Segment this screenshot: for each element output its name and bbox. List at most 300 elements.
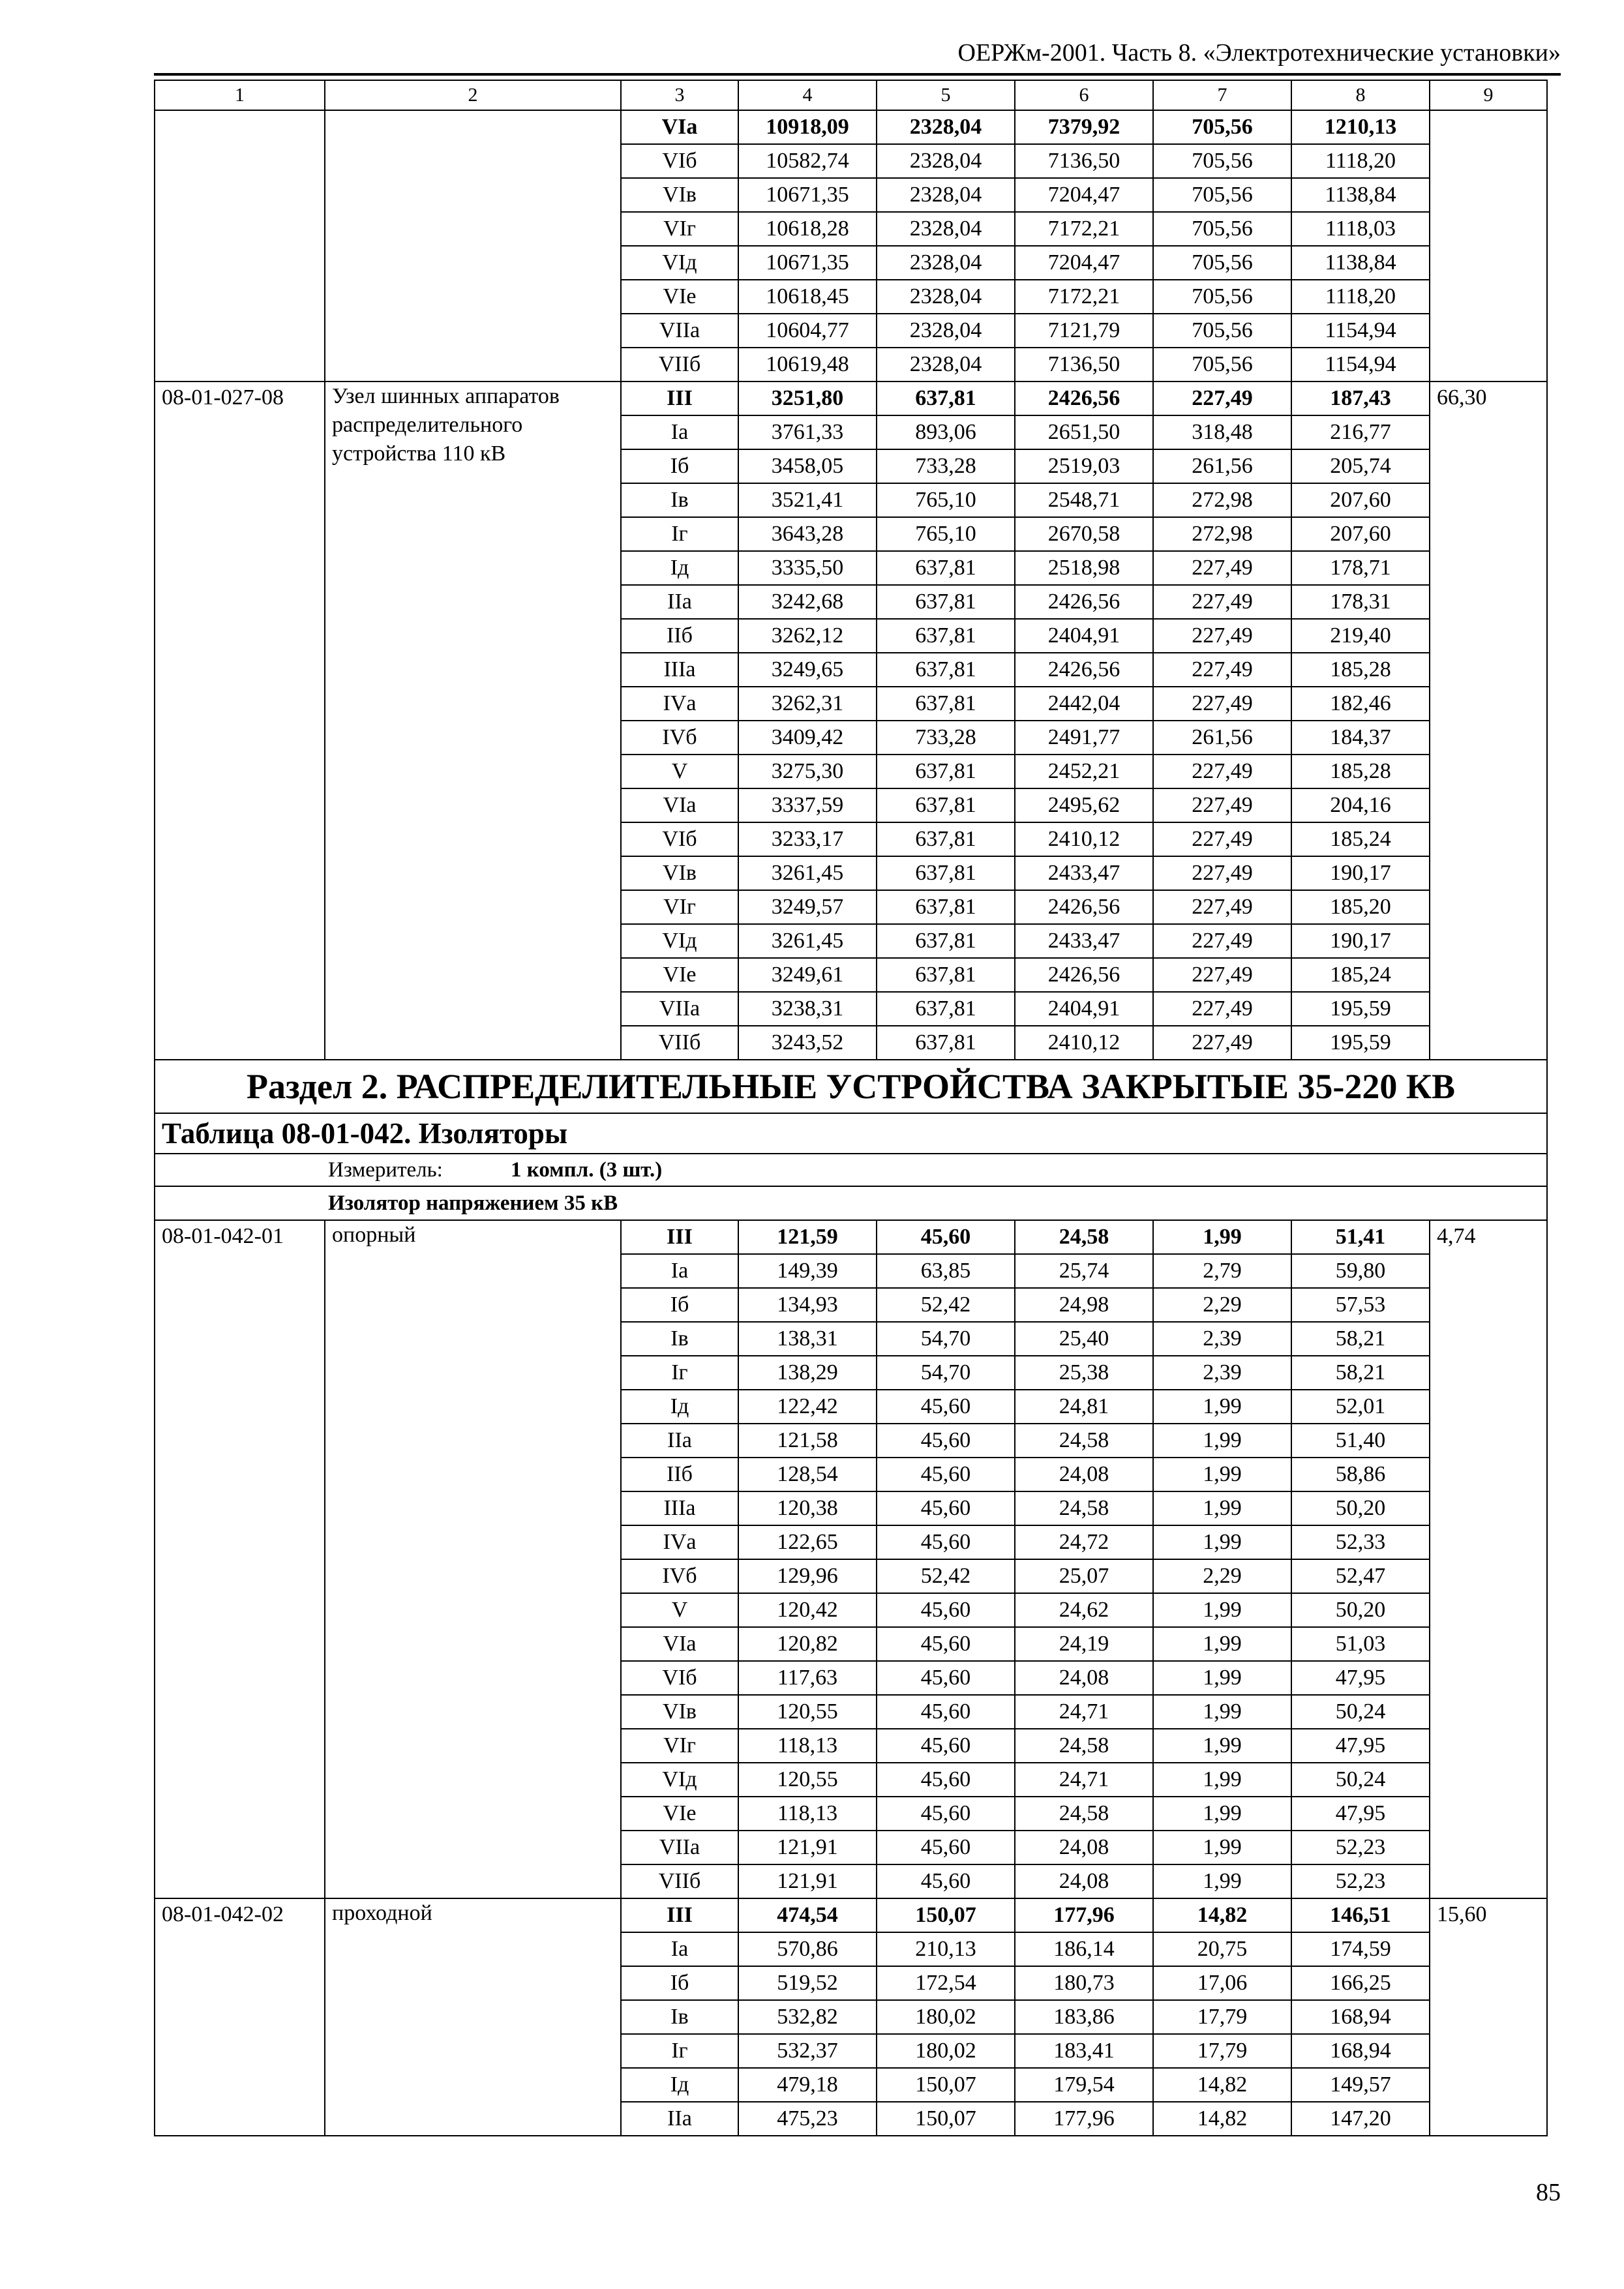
value-cell: 2,29	[1153, 1559, 1291, 1593]
value-cell: 3238,31	[738, 992, 877, 1026]
value-cell: 51,03	[1291, 1627, 1430, 1661]
value-cell: 195,59	[1291, 992, 1430, 1026]
value-cell: 50,20	[1291, 1491, 1430, 1525]
subgroup-row	[155, 1186, 1547, 1220]
zone-class-cell: VIIа	[621, 314, 738, 348]
value-cell: 1,99	[1153, 1458, 1291, 1491]
value-cell: 1,99	[1153, 1695, 1291, 1729]
value-cell: 45,60	[877, 1763, 1015, 1797]
value-cell: 2519,03	[1015, 449, 1153, 483]
value-cell: 24,98	[1015, 1288, 1153, 1322]
value-cell: 637,81	[877, 788, 1015, 822]
value-cell: 2426,56	[1015, 958, 1153, 992]
value-cell: 2442,04	[1015, 687, 1153, 721]
value-cell: 50,20	[1291, 1593, 1430, 1627]
zone-class-cell: VIIа	[621, 992, 738, 1026]
value-cell: 45,60	[877, 1424, 1015, 1458]
zone-class-cell: VIIб	[621, 1864, 738, 1898]
value-cell: 227,49	[1153, 755, 1291, 788]
value-cell: 2410,12	[1015, 1026, 1153, 1060]
value-cell: 24,58	[1015, 1729, 1153, 1763]
column-number: 3	[621, 80, 738, 110]
value-cell: 138,29	[738, 1356, 877, 1390]
value-cell: 180,73	[1015, 1966, 1153, 2000]
value-cell: 52,33	[1291, 1525, 1430, 1559]
value-cell: 54,70	[877, 1356, 1015, 1390]
value-cell: 45,60	[877, 1593, 1015, 1627]
column-number: 1	[155, 80, 325, 110]
zone-class-cell: Iв	[621, 483, 738, 517]
value-cell: 174,59	[1291, 1932, 1430, 1966]
value-cell: 3458,05	[738, 449, 877, 483]
value-cell: 2452,21	[1015, 755, 1153, 788]
value-cell: 54,70	[877, 1322, 1015, 1356]
value-cell: 24,08	[1015, 1831, 1153, 1864]
value-cell: 519,52	[738, 1966, 877, 2000]
zone-class-cell: IVб	[621, 721, 738, 755]
item-name: проходной	[325, 1898, 621, 2136]
value-cell: 180,02	[877, 2034, 1015, 2068]
value-cell: 120,55	[738, 1695, 877, 1729]
value-cell: 1118,20	[1291, 144, 1430, 178]
value-cell: 24,08	[1015, 1864, 1153, 1898]
value-cell: 2518,98	[1015, 551, 1153, 585]
value-cell: 1138,84	[1291, 178, 1430, 212]
value-cell: 1,99	[1153, 1831, 1291, 1864]
value-cell: 24,72	[1015, 1525, 1153, 1559]
value-cell: 637,81	[877, 687, 1015, 721]
measure-row	[155, 1154, 1547, 1186]
value-cell: 261,56	[1153, 449, 1291, 483]
value-cell: 185,28	[1291, 653, 1430, 687]
zone-class-cell: Iд	[621, 2068, 738, 2102]
zone-class-cell: VIв	[621, 178, 738, 212]
value-cell: 150,07	[877, 2102, 1015, 2136]
table-row	[155, 110, 1547, 144]
value-cell: 765,10	[877, 517, 1015, 551]
value-cell: 186,14	[1015, 1932, 1153, 1966]
value-cell: 122,42	[738, 1390, 877, 1424]
value-cell: 318,48	[1153, 415, 1291, 449]
value-cell: 1,99	[1153, 1797, 1291, 1831]
value-cell: 227,49	[1153, 788, 1291, 822]
zone-class-cell: Iа	[621, 1932, 738, 1966]
value-cell: 24,08	[1015, 1661, 1153, 1695]
value-cell: 45,60	[877, 1220, 1015, 1254]
value-cell: 51,41	[1291, 1220, 1430, 1254]
value-cell: 10619,48	[738, 348, 877, 382]
value-cell: 183,86	[1015, 2000, 1153, 2034]
value-cell: 47,95	[1291, 1729, 1430, 1763]
value-cell: 1154,94	[1291, 314, 1430, 348]
value-cell: 178,31	[1291, 585, 1430, 619]
value-cell: 24,58	[1015, 1220, 1153, 1254]
value-cell: 52,23	[1291, 1864, 1430, 1898]
item-code: 08-01-027-08	[155, 382, 325, 1060]
value-cell: 45,60	[877, 1695, 1015, 1729]
value-cell: 2495,62	[1015, 788, 1153, 822]
value-cell: 185,20	[1291, 890, 1430, 924]
value-cell: 227,49	[1153, 382, 1291, 415]
value-cell: 3262,12	[738, 619, 877, 653]
value-cell: 3761,33	[738, 415, 877, 449]
value-cell: 20,75	[1153, 1932, 1291, 1966]
labor-cost-cell: 4,74	[1430, 1220, 1547, 1898]
value-cell: 637,81	[877, 551, 1015, 585]
zone-class-cell: IVа	[621, 1525, 738, 1559]
value-cell: 227,49	[1153, 924, 1291, 958]
zone-class-cell: VIд	[621, 1763, 738, 1797]
value-cell: 1,99	[1153, 1424, 1291, 1458]
value-cell: 3275,30	[738, 755, 877, 788]
value-cell: 2328,04	[877, 246, 1015, 280]
section-row	[155, 1060, 1547, 1113]
value-cell: 2328,04	[877, 110, 1015, 144]
value-cell: 2,29	[1153, 1288, 1291, 1322]
zone-class-cell: VIа	[621, 1627, 738, 1661]
zone-class-cell: VIг	[621, 890, 738, 924]
value-cell: 227,49	[1153, 1026, 1291, 1060]
value-cell: 179,54	[1015, 2068, 1153, 2102]
value-cell: 705,56	[1153, 348, 1291, 382]
value-cell: 637,81	[877, 382, 1015, 415]
zone-class-cell: VIг	[621, 1729, 738, 1763]
value-cell: 190,17	[1291, 924, 1430, 958]
value-cell: 177,96	[1015, 1898, 1153, 1932]
value-cell: 128,54	[738, 1458, 877, 1491]
value-cell: 637,81	[877, 924, 1015, 958]
zone-class-cell: Iб	[621, 449, 738, 483]
value-cell: 733,28	[877, 721, 1015, 755]
value-cell: 705,56	[1153, 212, 1291, 246]
column-number: 2	[325, 80, 621, 110]
zone-class-cell: V	[621, 755, 738, 788]
value-cell: 2328,04	[877, 144, 1015, 178]
value-cell: 45,60	[877, 1831, 1015, 1864]
value-cell: 7172,21	[1015, 280, 1153, 314]
value-cell: 2426,56	[1015, 382, 1153, 415]
value-cell: 185,24	[1291, 822, 1430, 856]
value-cell: 2404,91	[1015, 619, 1153, 653]
value-cell: 25,38	[1015, 1356, 1153, 1390]
value-cell: 180,02	[877, 2000, 1015, 2034]
value-cell: 3335,50	[738, 551, 877, 585]
value-cell: 25,07	[1015, 1559, 1153, 1593]
value-cell: 2328,04	[877, 314, 1015, 348]
table-title: Таблица 08-01-042. Изоляторы	[155, 1113, 1547, 1154]
value-cell: 178,71	[1291, 551, 1430, 585]
labor-cost-cell: 15,60	[1430, 1898, 1547, 2136]
value-cell: 150,07	[877, 1898, 1015, 1932]
value-cell: 1,99	[1153, 1390, 1291, 1424]
value-cell: 2433,47	[1015, 924, 1153, 958]
value-cell: 121,58	[738, 1424, 877, 1458]
value-cell: 637,81	[877, 856, 1015, 890]
value-cell: 14,82	[1153, 2068, 1291, 2102]
value-cell: 7121,79	[1015, 314, 1153, 348]
zone-class-cell: VIв	[621, 1695, 738, 1729]
value-cell: 120,82	[738, 1627, 877, 1661]
value-cell: 2491,77	[1015, 721, 1153, 755]
item-code	[155, 110, 325, 382]
value-cell: 50,24	[1291, 1763, 1430, 1797]
value-cell: 219,40	[1291, 619, 1430, 653]
value-cell: 3249,65	[738, 653, 877, 687]
value-cell: 1,99	[1153, 1491, 1291, 1525]
value-cell: 1,99	[1153, 1763, 1291, 1797]
value-cell: 2548,71	[1015, 483, 1153, 517]
value-cell: 733,28	[877, 449, 1015, 483]
value-cell: 2410,12	[1015, 822, 1153, 856]
value-cell: 2404,91	[1015, 992, 1153, 1026]
value-cell: 637,81	[877, 755, 1015, 788]
value-cell: 3337,59	[738, 788, 877, 822]
value-cell: 207,60	[1291, 483, 1430, 517]
value-cell: 14,82	[1153, 2102, 1291, 2136]
subgroup-cell	[155, 1186, 1547, 1220]
value-cell: 227,49	[1153, 585, 1291, 619]
value-cell: 705,56	[1153, 246, 1291, 280]
value-cell: 17,79	[1153, 2034, 1291, 2068]
value-cell: 3261,45	[738, 924, 877, 958]
value-cell: 261,56	[1153, 721, 1291, 755]
value-cell: 190,17	[1291, 856, 1430, 890]
value-cell: 45,60	[877, 1661, 1015, 1695]
value-cell: 705,56	[1153, 314, 1291, 348]
value-cell: 121,91	[738, 1831, 877, 1864]
zone-class-cell: VIIа	[621, 1831, 738, 1864]
value-cell: 1,99	[1153, 1661, 1291, 1695]
column-number: 8	[1291, 80, 1430, 110]
value-cell: 474,54	[738, 1898, 877, 1932]
value-cell: 138,31	[738, 1322, 877, 1356]
value-cell: 7379,92	[1015, 110, 1153, 144]
value-cell: 25,40	[1015, 1322, 1153, 1356]
value-cell: 24,81	[1015, 1390, 1153, 1424]
value-cell: 134,93	[738, 1288, 877, 1322]
value-cell: 637,81	[877, 958, 1015, 992]
value-cell: 184,37	[1291, 721, 1430, 755]
value-cell: 7136,50	[1015, 348, 1153, 382]
value-cell: 45,60	[877, 1729, 1015, 1763]
value-cell: 227,49	[1153, 856, 1291, 890]
value-cell: 45,60	[877, 1491, 1015, 1525]
value-cell: 59,80	[1291, 1254, 1430, 1288]
zone-class-cell: IVб	[621, 1559, 738, 1593]
value-cell: 637,81	[877, 822, 1015, 856]
table-row	[155, 1220, 1547, 1254]
value-cell: 205,74	[1291, 449, 1430, 483]
value-cell: 1210,13	[1291, 110, 1430, 144]
subgroup-title: Изолятор напряжением 35 кВ	[328, 1191, 618, 1215]
value-cell: 47,95	[1291, 1661, 1430, 1695]
item-code: 08-01-042-02	[155, 1898, 325, 2136]
value-cell: 637,81	[877, 890, 1015, 924]
value-cell: 705,56	[1153, 178, 1291, 212]
value-cell: 120,55	[738, 1763, 877, 1797]
value-cell: 120,42	[738, 1593, 877, 1627]
page-number: 85	[1536, 2179, 1561, 2206]
value-cell: 10618,28	[738, 212, 877, 246]
value-cell: 227,49	[1153, 890, 1291, 924]
value-cell: 3251,80	[738, 382, 877, 415]
value-cell: 3249,61	[738, 958, 877, 992]
table-row	[155, 1898, 1547, 1932]
zone-class-cell: Iа	[621, 415, 738, 449]
zone-class-cell: IIIа	[621, 653, 738, 687]
running-header: ОЕРЖм-2001. Часть 8. «Электротехнические установки»	[957, 39, 1561, 67]
value-cell: 227,49	[1153, 653, 1291, 687]
value-cell: 51,40	[1291, 1424, 1430, 1458]
value-cell: 24,19	[1015, 1627, 1153, 1661]
value-cell: 705,56	[1153, 110, 1291, 144]
value-cell: 2651,50	[1015, 415, 1153, 449]
zone-class-cell: VIв	[621, 856, 738, 890]
value-cell: 705,56	[1153, 280, 1291, 314]
value-cell: 2,39	[1153, 1322, 1291, 1356]
value-cell: 1,99	[1153, 1220, 1291, 1254]
zone-class-cell: Iг	[621, 517, 738, 551]
value-cell: 183,41	[1015, 2034, 1153, 2068]
table-title-row	[155, 1113, 1547, 1154]
column-number: 9	[1430, 80, 1547, 110]
zone-class-cell: Iб	[621, 1288, 738, 1322]
header-rule	[154, 73, 1561, 76]
value-cell: 17,06	[1153, 1966, 1291, 2000]
value-cell: 3242,68	[738, 585, 877, 619]
value-cell: 3233,17	[738, 822, 877, 856]
value-cell: 185,24	[1291, 958, 1430, 992]
column-number: 6	[1015, 80, 1153, 110]
value-cell: 3262,31	[738, 687, 877, 721]
zone-class-cell: VIIб	[621, 1026, 738, 1060]
value-cell: 45,60	[877, 1864, 1015, 1898]
zone-class-cell: Iд	[621, 1390, 738, 1424]
value-cell: 50,24	[1291, 1695, 1430, 1729]
value-cell: 146,51	[1291, 1898, 1430, 1932]
value-cell: 893,06	[877, 415, 1015, 449]
value-cell: 117,63	[738, 1661, 877, 1695]
zone-class-cell: VIд	[621, 924, 738, 958]
measure-value: 1 компл. (3 шт.)	[511, 1158, 663, 1182]
zone-class-cell: III	[621, 1898, 738, 1932]
value-cell: 24,08	[1015, 1458, 1153, 1491]
value-cell: 2426,56	[1015, 585, 1153, 619]
zone-class-cell: VIа	[621, 110, 738, 144]
value-cell: 195,59	[1291, 1026, 1430, 1060]
zone-class-cell: Iд	[621, 551, 738, 585]
zone-class-cell: VIг	[621, 212, 738, 246]
item-name: опорный	[325, 1220, 621, 1898]
value-cell: 10582,74	[738, 144, 877, 178]
value-cell: 187,43	[1291, 382, 1430, 415]
value-cell: 58,21	[1291, 1322, 1430, 1356]
zone-class-cell: Iа	[621, 1254, 738, 1288]
value-cell: 52,42	[877, 1288, 1015, 1322]
value-cell: 2433,47	[1015, 856, 1153, 890]
value-cell: 118,13	[738, 1797, 877, 1831]
zone-class-cell: Iг	[621, 2034, 738, 2068]
value-cell: 2670,58	[1015, 517, 1153, 551]
value-cell: 168,94	[1291, 2034, 1430, 2068]
value-cell: 122,65	[738, 1525, 877, 1559]
value-cell: 10671,35	[738, 246, 877, 280]
value-cell: 25,74	[1015, 1254, 1153, 1288]
value-cell: 52,47	[1291, 1559, 1430, 1593]
value-cell: 2328,04	[877, 178, 1015, 212]
zone-class-cell: Iб	[621, 1966, 738, 2000]
value-cell: 120,38	[738, 1491, 877, 1525]
zone-class-cell: IIа	[621, 585, 738, 619]
value-cell: 2,39	[1153, 1356, 1291, 1390]
measure-cell	[155, 1154, 1547, 1186]
value-cell: 52,42	[877, 1559, 1015, 1593]
column-number: 7	[1153, 80, 1291, 110]
value-cell: 118,13	[738, 1729, 877, 1763]
value-cell: 10618,45	[738, 280, 877, 314]
value-cell: 1154,94	[1291, 348, 1430, 382]
value-cell: 129,96	[738, 1559, 877, 1593]
value-cell: 272,98	[1153, 517, 1291, 551]
value-cell: 570,86	[738, 1932, 877, 1966]
value-cell: 52,23	[1291, 1831, 1430, 1864]
item-name	[325, 110, 621, 382]
price-table	[154, 80, 1548, 2136]
value-cell: 168,94	[1291, 2000, 1430, 2034]
value-cell: 24,58	[1015, 1424, 1153, 1458]
value-cell: 185,28	[1291, 755, 1430, 788]
value-cell: 227,49	[1153, 992, 1291, 1026]
value-cell: 637,81	[877, 992, 1015, 1026]
value-cell: 3261,45	[738, 856, 877, 890]
value-cell: 2426,56	[1015, 653, 1153, 687]
value-cell: 216,77	[1291, 415, 1430, 449]
value-cell: 63,85	[877, 1254, 1015, 1288]
value-cell: 177,96	[1015, 2102, 1153, 2136]
value-cell: 2328,04	[877, 212, 1015, 246]
item-code: 08-01-042-01	[155, 1220, 325, 1898]
value-cell: 705,56	[1153, 144, 1291, 178]
value-cell: 24,71	[1015, 1695, 1153, 1729]
zone-class-cell: Iв	[621, 1322, 738, 1356]
value-cell: 52,01	[1291, 1390, 1430, 1424]
zone-class-cell: VIа	[621, 788, 738, 822]
value-cell: 150,07	[877, 2068, 1015, 2102]
value-cell: 45,60	[877, 1458, 1015, 1491]
zone-class-cell: VIе	[621, 280, 738, 314]
value-cell: 45,60	[877, 1390, 1015, 1424]
value-cell: 57,53	[1291, 1288, 1430, 1322]
value-cell: 45,60	[877, 1525, 1015, 1559]
value-cell: 637,81	[877, 619, 1015, 653]
value-cell: 24,71	[1015, 1763, 1153, 1797]
item-name: Узел шинных аппаратов распределительного устройства 110 кВ	[325, 382, 621, 1060]
value-cell: 1118,20	[1291, 280, 1430, 314]
value-cell: 149,57	[1291, 2068, 1430, 2102]
value-cell: 24,58	[1015, 1491, 1153, 1525]
value-cell: 166,25	[1291, 1966, 1430, 2000]
column-number-row	[155, 80, 1547, 110]
value-cell: 7204,47	[1015, 246, 1153, 280]
value-cell: 3249,57	[738, 890, 877, 924]
value-cell: 227,49	[1153, 822, 1291, 856]
zone-class-cell: Iг	[621, 1356, 738, 1390]
value-cell: 17,79	[1153, 2000, 1291, 2034]
value-cell: 58,86	[1291, 1458, 1430, 1491]
zone-class-cell: IIIа	[621, 1491, 738, 1525]
value-cell: 2,79	[1153, 1254, 1291, 1288]
value-cell: 121,59	[738, 1220, 877, 1254]
